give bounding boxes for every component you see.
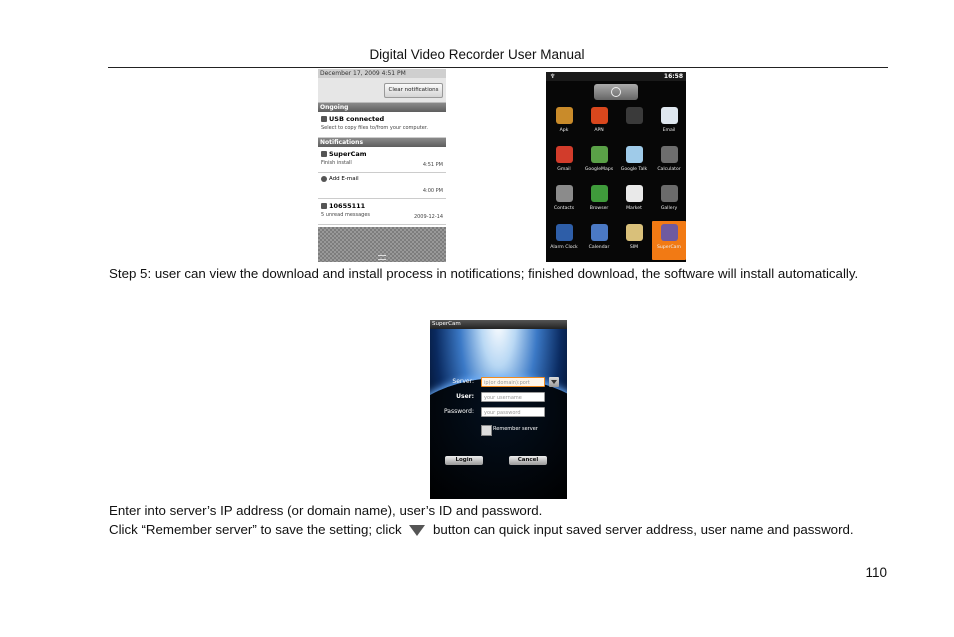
app-icon — [556, 185, 573, 202]
app-gmail[interactable] — [547, 143, 581, 182]
app-icon — [661, 146, 678, 163]
notifications-header: Notifications — [318, 138, 446, 147]
instruction-line-2 — [109, 520, 887, 540]
app-apk[interactable] — [547, 104, 581, 143]
notification-time: 4:00 PM — [422, 188, 443, 194]
app-label: Gallery — [660, 206, 678, 211]
drawer-handle-icon[interactable] — [594, 84, 638, 100]
ongoing-item[interactable] — [318, 112, 446, 138]
ongoing-item-subtitle: Select to copy files to/from your computer. — [321, 125, 428, 131]
app-label: Calendar — [588, 245, 610, 250]
notifications-screenshot — [318, 69, 446, 262]
remember-server-checkbox[interactable] — [481, 425, 492, 436]
drawer-handle-area[interactable] — [318, 227, 446, 262]
ongoing-header: Ongoing — [318, 103, 446, 112]
app-email[interactable] — [652, 104, 686, 143]
app-label: Apk — [559, 128, 569, 133]
document-header-title: Digital Video Recorder User Manual — [369, 47, 585, 62]
notification-title: SuperCam — [329, 150, 367, 158]
app-icon — [626, 224, 643, 241]
notification-time: 4:51 PM — [422, 162, 443, 168]
step5-paragraph: Step 5: user can view the download and install process in notifications; finished download, the software will install automatically. — [109, 266, 859, 281]
status-bar — [546, 72, 686, 81]
user-label: User: — [456, 393, 474, 400]
app-icon — [661, 185, 678, 202]
notification-subtitle: 5 unread messages — [321, 212, 371, 218]
email-icon — [321, 176, 327, 182]
app-label: GoogleMaps — [584, 167, 614, 172]
app-alarm-clock[interactable] — [547, 221, 581, 260]
app-label: Alarm Clock — [550, 245, 578, 250]
instruction-line-1: Enter into server’s IP address (or domain name), user’s ID and password. — [109, 503, 543, 518]
password-input[interactable]: your password — [481, 407, 545, 417]
notification-time: 2009-12-14 — [413, 214, 443, 220]
message-icon — [321, 203, 327, 209]
app-icon — [626, 185, 643, 202]
app-apn[interactable] — [582, 104, 616, 143]
app-label: SuperCam — [657, 245, 681, 250]
app-supercam[interactable] — [652, 221, 686, 260]
app-label: Email — [662, 128, 676, 133]
password-label: Password: — [443, 408, 474, 415]
app-icon — [591, 185, 608, 202]
app-label: Calculator — [657, 167, 681, 172]
app-icon — [556, 107, 573, 124]
login-button[interactable]: Login — [445, 456, 483, 465]
header-rule — [108, 67, 888, 68]
user-input[interactable]: your username — [481, 392, 545, 402]
app-calculator[interactable] — [652, 143, 686, 182]
cancel-button[interactable]: Cancel — [509, 456, 547, 465]
status-bar: December 17, 2009 4:51 PM — [318, 69, 446, 78]
notification-title: Add E-mail — [329, 176, 359, 182]
app-icon — [661, 224, 678, 241]
app-calendar[interactable] — [582, 221, 616, 260]
app-icon — [591, 146, 608, 163]
supercam-icon — [321, 151, 327, 157]
clear-row — [318, 78, 446, 103]
usb-icon — [321, 116, 327, 122]
app-market[interactable] — [617, 182, 651, 221]
notification-title: 10655111 — [329, 202, 366, 210]
grip-icon — [378, 255, 386, 260]
app-launcher-screenshot — [546, 72, 686, 262]
supercam-login-screenshot — [430, 320, 567, 499]
ongoing-item-title: USB connected — [329, 115, 385, 123]
app-browser[interactable] — [582, 182, 616, 221]
app-icon — [626, 107, 643, 124]
server-dropdown-button[interactable] — [549, 377, 559, 387]
app-notes[interactable] — [617, 104, 651, 143]
notification-item[interactable] — [318, 173, 446, 199]
app-sim[interactable] — [617, 221, 651, 260]
dropdown-arrow-icon — [409, 525, 425, 536]
app-icon — [556, 224, 573, 241]
remember-server-label: Remember server — [493, 426, 538, 432]
app-label: Gmail — [557, 167, 571, 172]
status-time: 16:58 — [663, 73, 683, 80]
app-icon — [661, 107, 678, 124]
app-icon — [591, 107, 608, 124]
app-icon — [626, 146, 643, 163]
notification-item[interactable] — [318, 199, 446, 225]
server-label: Server: — [452, 378, 474, 385]
usb-debug-icon: ♆ — [550, 73, 556, 80]
app-contacts[interactable] — [547, 182, 581, 221]
app-icon — [591, 224, 608, 241]
instruction-text-a: Click “Remember server” to save the setting; click — [109, 522, 402, 537]
clear-notifications-button[interactable]: Clear notifications — [384, 83, 443, 98]
app-grid — [547, 104, 685, 260]
app-icon — [556, 146, 573, 163]
app-label: Browser — [589, 206, 609, 211]
app-googlemaps[interactable] — [582, 143, 616, 182]
app-label: Market — [626, 206, 642, 211]
app-gallery[interactable] — [652, 182, 686, 221]
app-label: APN — [594, 128, 604, 133]
page-number: 110 — [865, 565, 887, 580]
notification-subtitle: Finish install — [321, 160, 352, 166]
app-label: Contacts — [553, 206, 575, 211]
login-title: SuperCam — [430, 320, 567, 329]
notification-item[interactable] — [318, 147, 446, 173]
instruction-text-b: button can quick input saved server address, user name and password. — [433, 522, 854, 537]
server-input[interactable]: ip(or domain):port — [481, 377, 545, 387]
app-google-talk[interactable] — [617, 143, 651, 182]
app-label: Google Talk — [620, 167, 648, 172]
app-label: SIM — [629, 245, 639, 250]
